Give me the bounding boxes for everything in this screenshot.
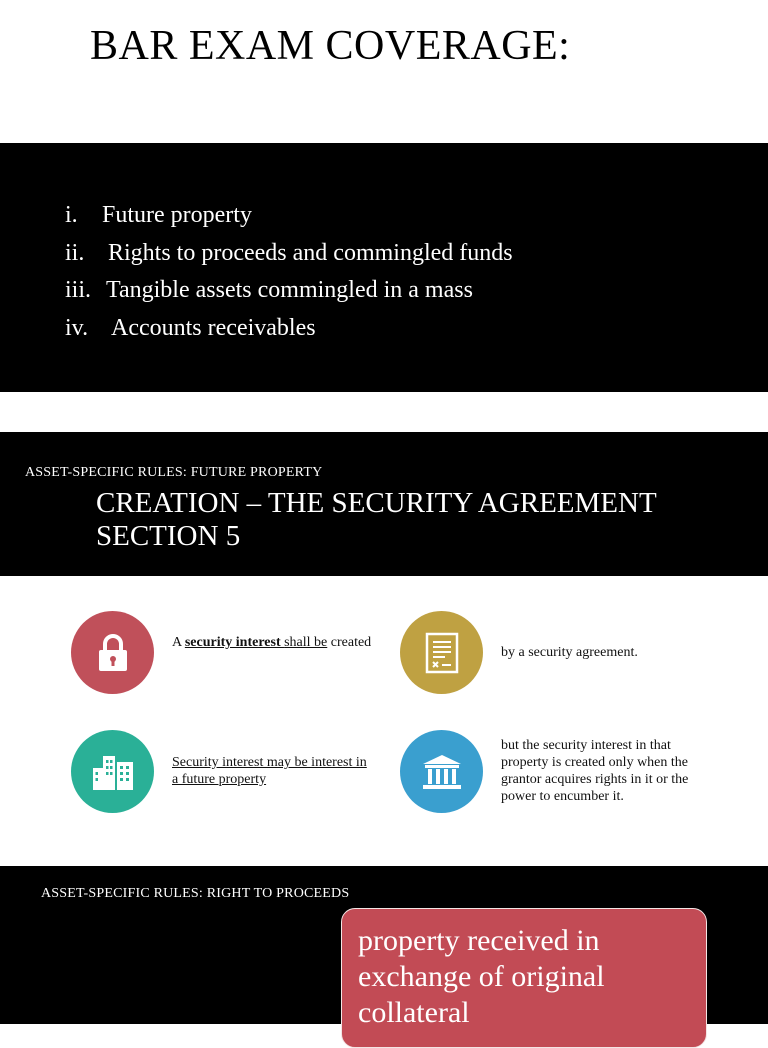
list-item bbox=[65, 310, 513, 348]
list-item-number: i. bbox=[65, 202, 78, 228]
bank-circle bbox=[400, 730, 483, 813]
bank-icon bbox=[421, 753, 463, 791]
future-property-header bbox=[0, 432, 768, 576]
security-interest-term: security interest bbox=[184, 635, 285, 650]
card-text-security-interest: A security interest shall be created bbox=[172, 635, 372, 650]
document-circle bbox=[400, 611, 483, 694]
list-item-number: iv. bbox=[65, 314, 89, 341]
card-text-future-property: Security interest may be interest in a future property bbox=[172, 755, 367, 787]
list-item bbox=[65, 272, 513, 310]
section-kicker: ASSET-SPECIFIC RULES: RIGHT TO PROCEEDS bbox=[41, 886, 350, 901]
card-text-security-agreement: by a security agreement. bbox=[501, 645, 638, 660]
buildings-icon bbox=[91, 754, 135, 790]
list-item-text: Accounts receivables bbox=[111, 314, 316, 341]
list-item bbox=[65, 197, 513, 235]
list-item-text: Future property bbox=[102, 202, 252, 228]
document-icon bbox=[425, 632, 459, 674]
buildings-circle bbox=[71, 730, 154, 813]
lock-icon bbox=[96, 633, 130, 673]
heading-line: SECTION 5 bbox=[96, 520, 241, 552]
list-item-number: iii. bbox=[65, 277, 92, 303]
lock-circle bbox=[71, 611, 154, 694]
list-item-text: Rights to proceeds and commingled funds bbox=[108, 239, 513, 266]
coverage-list bbox=[65, 197, 513, 347]
list-item-text: Tangible assets commingled in a mass bbox=[106, 277, 473, 303]
heading-line: CREATION – THE SECURITY AGREEMENT bbox=[96, 487, 657, 519]
list-item-number: ii. bbox=[65, 239, 85, 266]
coverage-panel bbox=[0, 143, 768, 392]
list-item bbox=[65, 235, 513, 273]
slide-title: BAR EXAM COVERAGE: bbox=[90, 23, 571, 69]
section-heading bbox=[96, 487, 657, 553]
card-text-grantor-rights: but the security interest in that property is created only when the grantor acquires rights in it or the power to encumber it. bbox=[501, 738, 689, 804]
section-kicker: ASSET-SPECIFIC RULES: FUTURE PROPERTY bbox=[25, 465, 323, 480]
proceeds-definition-box: property received in exchange of original collateral bbox=[341, 908, 707, 1048]
